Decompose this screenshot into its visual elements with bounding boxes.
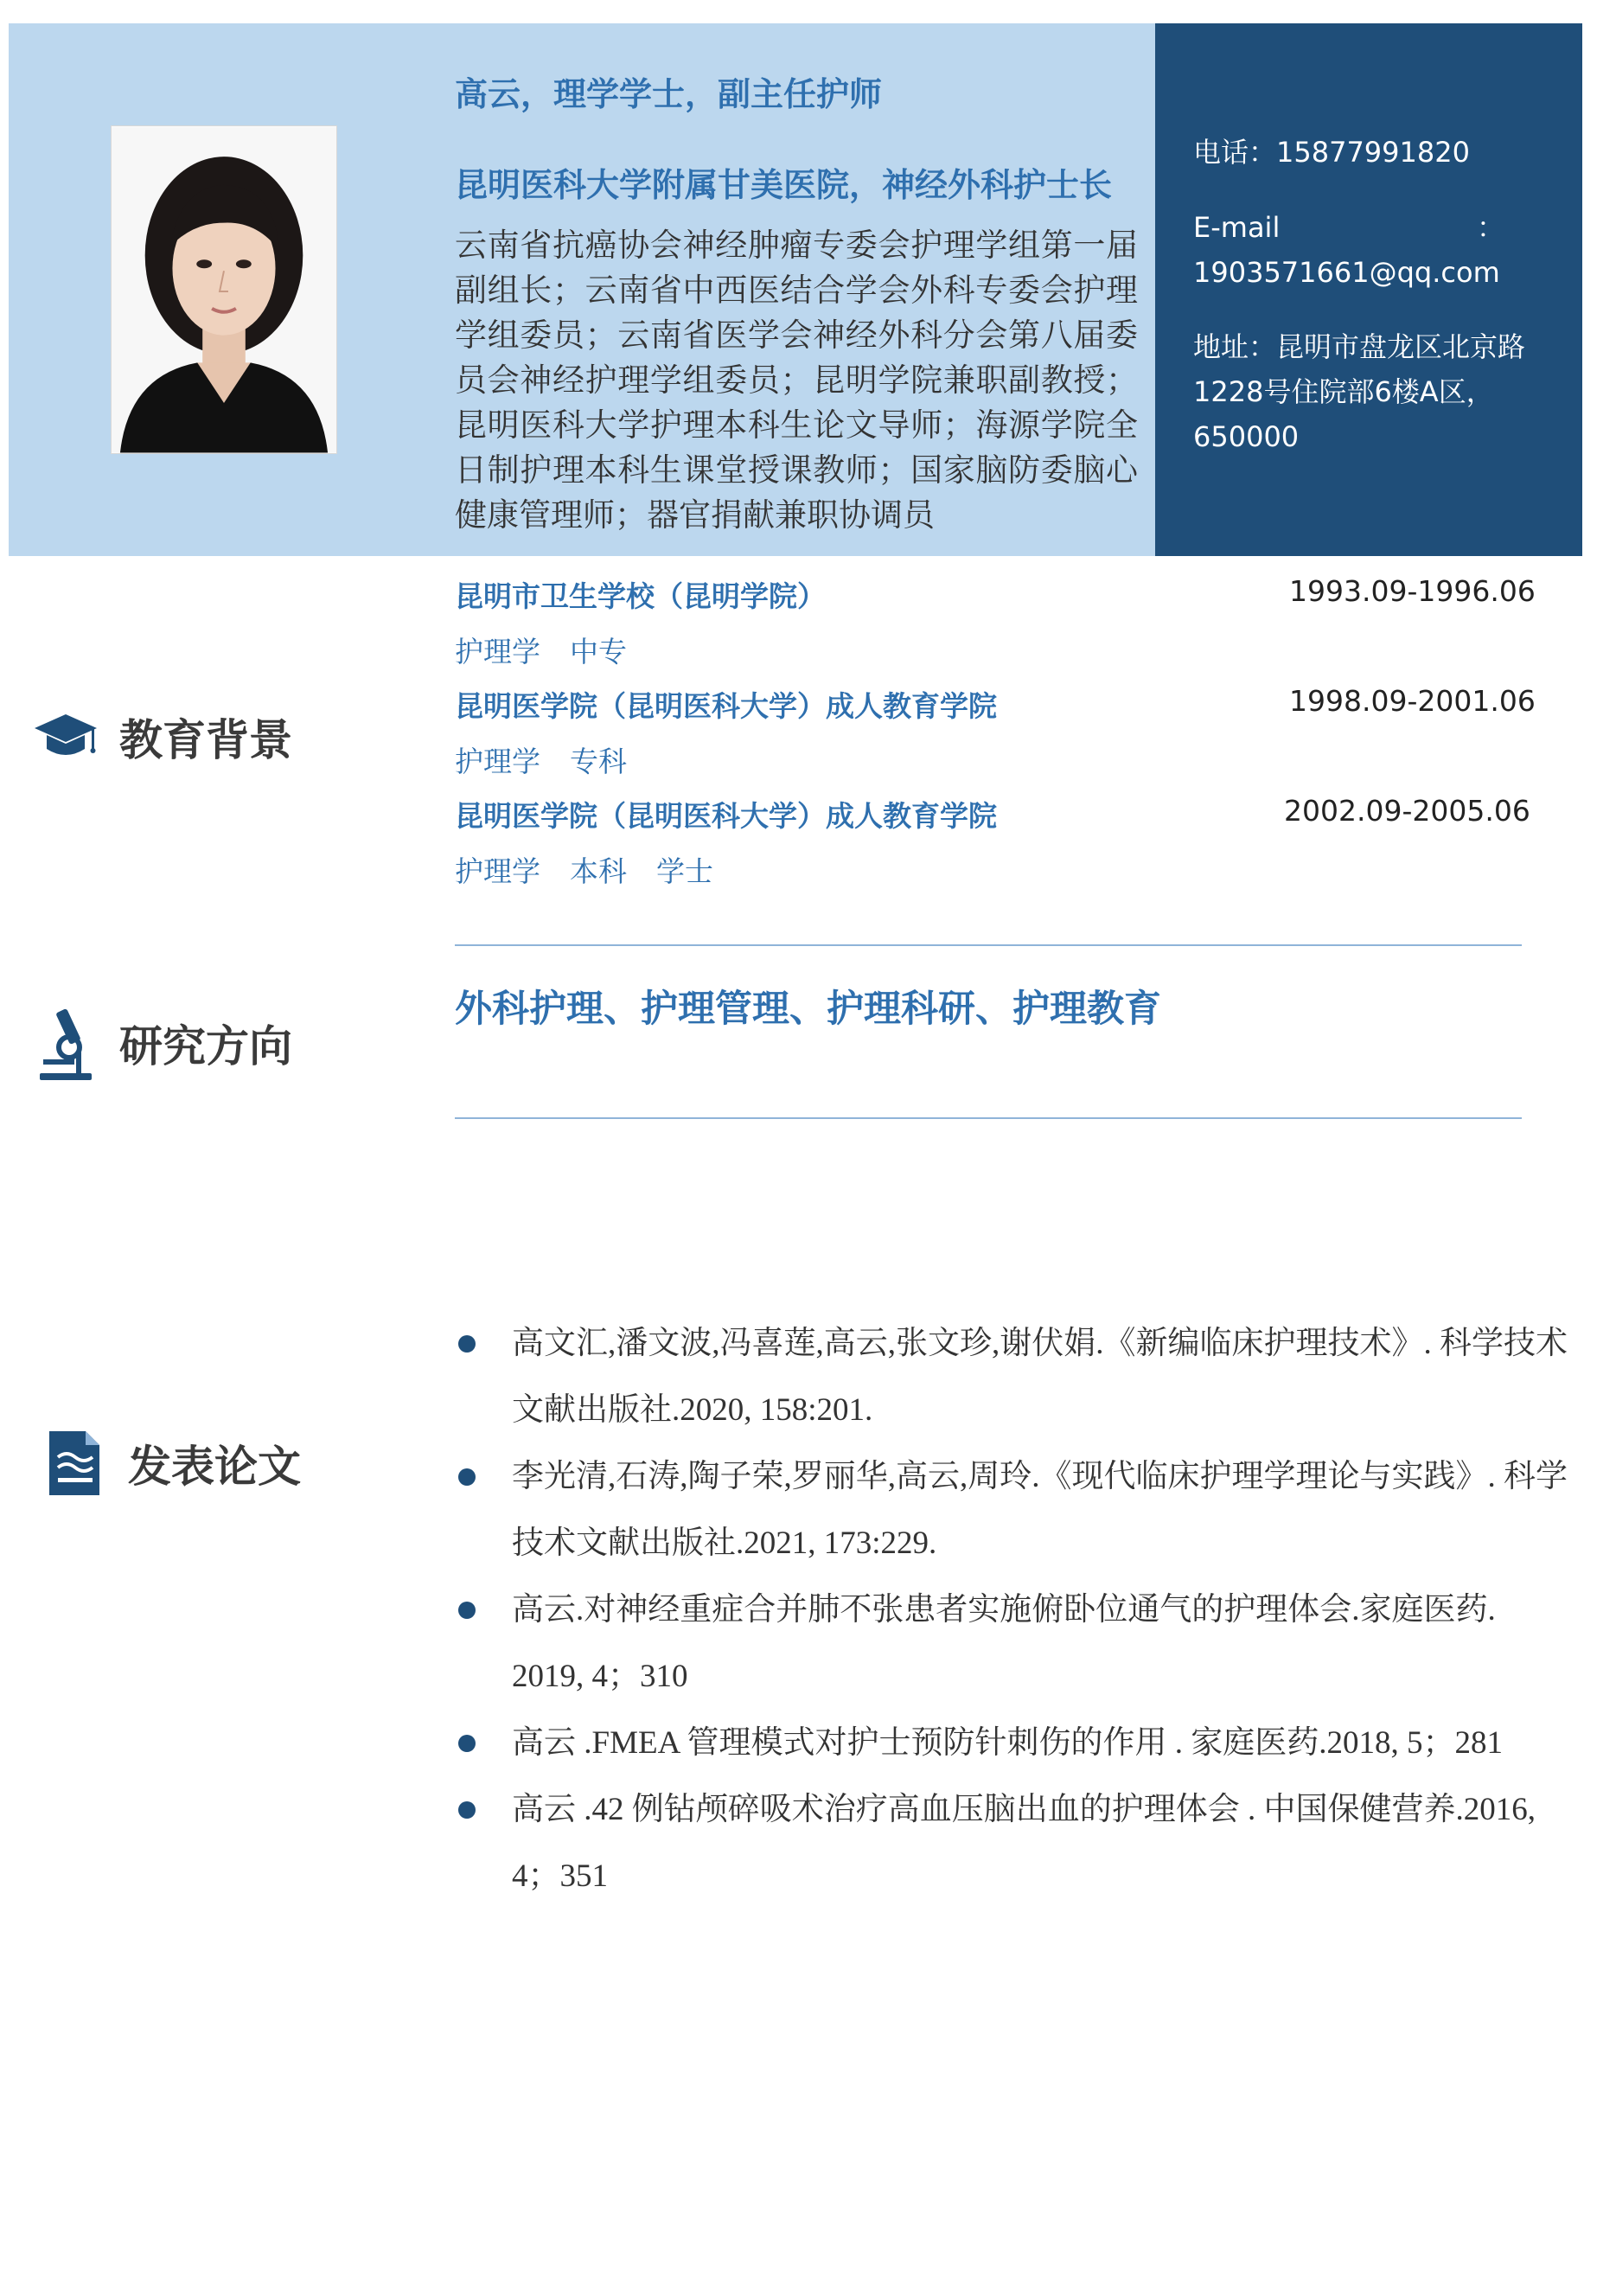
bullet-icon: [458, 1735, 476, 1752]
name-title: 高云，理学学士，副主任护师: [455, 75, 883, 113]
edu-date-1: 1993.09-1996.06: [1289, 574, 1536, 608]
bullet-icon: [458, 1335, 476, 1353]
edu-major-3-degree: 学士: [656, 854, 713, 888]
publication-text: 李光清,石涛,陶子荣,罗丽华,高云,周玲.《现代临床护理学理论与实践》. 科学技术文献出版社.2021, 173:229.: [512, 1459, 1568, 1561]
edu-school-1: 昆明市卫生学校（昆明学院）: [455, 579, 826, 613]
divider-bottom: [455, 1117, 1522, 1119]
edu-major-3-subject: 护理学: [455, 854, 540, 888]
edu-major-3-level: 本科: [570, 854, 627, 888]
publication-text: 高云 .42 例钻颅碎吸术治疗高血压脑出血的护理体会 . 中国保健营养.2016, 4；351: [512, 1792, 1536, 1894]
edu-major-2: [455, 739, 656, 780]
publication-text: 高云 .FMEA 管理模式对护士预防针刺伤的作用 . 家庭医药.2018, 5；281: [512, 1725, 1504, 1761]
papers-heading: [40, 1429, 301, 1498]
publication-list: [455, 1310, 1570, 1909]
edu-date-2: 1998.09-2001.06: [1289, 684, 1536, 718]
contact-email: [1193, 205, 1504, 295]
edu-date-3: 2002.09-2005.06: [1284, 794, 1530, 828]
edu-major-1-level: 中专: [570, 635, 627, 668]
organization-title: 昆明医科大学附属甘美医院，神经外科护士长: [455, 166, 1113, 204]
document-icon: [40, 1429, 109, 1498]
bullet-icon: [458, 1602, 476, 1619]
publication-item: [455, 1310, 1570, 1443]
papers-title: 发表论文: [128, 1442, 301, 1492]
research-title: 研究方向: [119, 1021, 292, 1071]
edu-major-1-subject: 护理学: [455, 635, 540, 668]
publication-item: [455, 1443, 1570, 1577]
microscope-icon: [31, 1008, 100, 1078]
edu-major-1: [455, 630, 656, 670]
research-heading: [31, 1008, 292, 1078]
bullet-icon: [458, 1801, 476, 1819]
edu-major-3: [455, 849, 743, 890]
education-heading: [31, 702, 292, 771]
edu-major-2-subject: 护理学: [455, 745, 540, 778]
email-colon: ：: [1476, 211, 1504, 244]
research-directions: 外科护理、护理管理、护理科研、护理教育: [455, 988, 1161, 1031]
publication-item: [455, 1710, 1570, 1776]
edu-school-2: 昆明医学院（昆明医科大学）成人教育学院: [455, 689, 997, 723]
bullet-icon: [458, 1468, 476, 1486]
publication-item: [455, 1776, 1570, 1909]
publication-text: 高文汇,潘文波,冯喜莲,高云,张文珍,谢伏娟.《新编临床护理技术》. 科学技术文献出版社.2020, 158:201.: [512, 1326, 1568, 1428]
publication-text: 高云.对神经重症合并肺不张患者实施俯卧位通气的护理体会.家庭医药. 2019, 4；310: [512, 1592, 1496, 1694]
publication-item: [455, 1577, 1570, 1710]
edu-school-3: 昆明医学院（昆明医科大学）成人教育学院: [455, 799, 997, 833]
divider-top: [455, 944, 1522, 946]
edu-major-2-level: 专科: [570, 745, 627, 778]
email-label: E-mail: [1193, 211, 1281, 244]
education-title: 教育背景: [119, 715, 292, 765]
graduation-cap-icon: [31, 702, 100, 771]
contact-phone: 电话：15877991820: [1193, 136, 1470, 169]
affiliations-description: 云南省抗癌协会神经肿瘤专委会护理学组第一届副组长；云南省中西医结合学会外科专委会护理学组委员；云南省医学会神经外科分会第八届委员会神经护理学组委员；昆明学院兼职副教授；昆明医科大学护理本科生论文导师；海源学院全日制护理本科生课堂授课教师；国家脑防委脑心健康管理师；器官捐献兼职协调员: [455, 227, 1138, 534]
profile-photo: [111, 125, 337, 454]
contact-address: 地址：昆明市盘龙区北京路1228号住院部6楼A区，650000: [1193, 330, 1526, 453]
email-value: 1903571661@qq.com: [1193, 256, 1500, 289]
